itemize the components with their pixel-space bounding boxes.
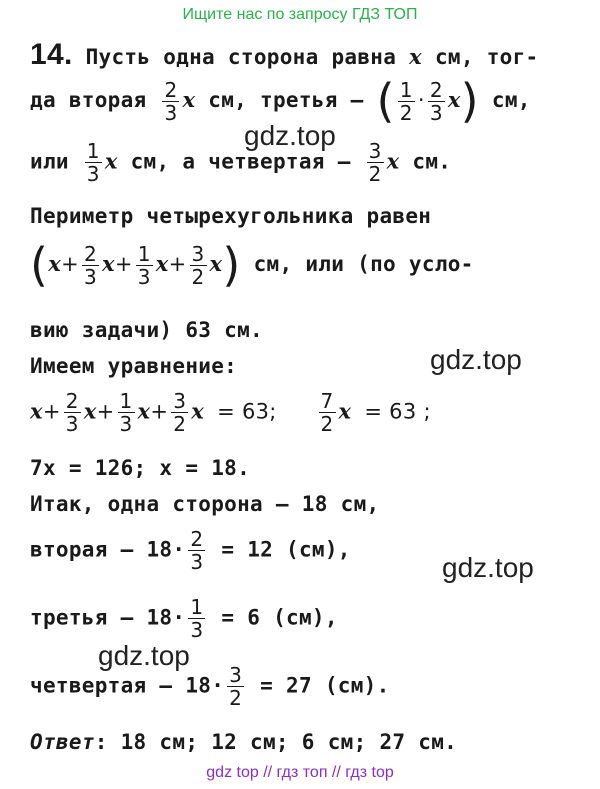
math-token: 2 <box>191 264 205 289</box>
math-token: + <box>150 399 169 424</box>
fraction <box>136 243 153 288</box>
math-token: x <box>48 251 62 276</box>
var-x: x <box>182 87 196 112</box>
bottom-banner: gdz top // гдз топ // гдз top <box>206 764 394 781</box>
line-6 <box>30 320 263 341</box>
paren-open: ( <box>30 238 49 292</box>
math-token: 3 <box>65 412 79 436</box>
text: см, а четвертая — <box>130 149 351 174</box>
line-3 <box>30 140 451 185</box>
fraction <box>64 390 81 435</box>
math-token: 2 <box>399 100 413 125</box>
fraction <box>82 243 99 288</box>
math-token: x <box>191 398 205 424</box>
text: см, <box>491 88 531 112</box>
math-token: x <box>338 398 352 424</box>
watermark: gdz.top <box>244 120 336 151</box>
answer-text: : 18 см; 12 см; 6 см; 27 см. <box>94 730 458 754</box>
var-x: x <box>447 87 461 112</box>
problem-number: 14. <box>30 38 73 71</box>
top-banner: Ищите нас по запросу ГДЗ ТОП <box>182 6 418 23</box>
math-token: + <box>61 252 79 276</box>
line-5 <box>30 238 474 292</box>
line-7 <box>30 356 237 377</box>
equation-line <box>30 390 431 435</box>
math-token: 3 <box>137 264 151 289</box>
line-2 <box>30 74 531 128</box>
math-token: 3 <box>190 550 204 574</box>
math-token: x <box>102 251 115 276</box>
text: вторая — 18· <box>30 537 186 562</box>
math-token: 1 <box>190 595 204 619</box>
text: Имеем уравнение: <box>30 354 238 378</box>
math-token: 2 <box>429 77 443 102</box>
fraction <box>118 390 135 435</box>
math-token: 3 <box>173 389 187 413</box>
var-x: x <box>104 148 118 174</box>
math-token: x <box>30 398 43 424</box>
math-token: 3 <box>83 264 98 289</box>
text: = 27 (см). <box>260 673 390 698</box>
math-token: x <box>137 398 151 424</box>
fraction <box>190 243 207 288</box>
math-token: 2 <box>320 412 334 436</box>
paren-open: ( <box>376 74 395 128</box>
line-12 <box>30 596 338 641</box>
line-13 <box>30 664 390 709</box>
fraction <box>85 140 102 185</box>
math-token: x <box>83 398 97 424</box>
text: или <box>30 149 69 174</box>
math-token: 3 <box>86 162 100 186</box>
fraction <box>398 79 415 124</box>
text: = 12 (см), <box>221 537 351 562</box>
line-10 <box>30 494 379 515</box>
math-token: 3 <box>164 100 178 125</box>
text: Периметр четырехугольника равен <box>30 204 432 228</box>
math-token: 2 <box>368 162 382 186</box>
math-token: + <box>114 252 133 276</box>
text: вию задачи) 63 см. <box>30 318 263 342</box>
math-token: 3 <box>229 663 243 687</box>
math-token: + <box>42 399 61 424</box>
math-token: + <box>168 252 187 276</box>
var-x: x <box>409 44 422 69</box>
text: Итак, одна сторона — 18 см, <box>30 492 380 516</box>
math-token: 2 <box>173 412 187 436</box>
math-token: x <box>209 251 223 276</box>
var-x: x <box>386 148 400 174</box>
fraction <box>319 390 336 435</box>
fraction <box>367 140 384 185</box>
math-token: 1 <box>399 77 413 102</box>
text: третья — 18· <box>30 605 186 630</box>
line-11 <box>30 528 351 573</box>
math-token: 2 <box>164 77 178 102</box>
paren-close: ) <box>460 74 479 128</box>
math-token: 2 <box>65 389 79 413</box>
math-token: + <box>96 399 115 424</box>
line-4 <box>30 206 431 227</box>
answer-label: Ответ <box>30 730 95 754</box>
math-token: 1 <box>119 389 133 413</box>
answer-line <box>30 732 457 753</box>
math-token: 3 <box>191 241 205 266</box>
math-token: 2 <box>83 241 98 266</box>
math-token: 2 <box>190 527 204 551</box>
text: см, или (по усло- <box>253 252 474 276</box>
line-1 <box>30 40 538 70</box>
watermark: gdz.top <box>98 640 190 671</box>
math-token: 1 <box>137 241 151 266</box>
watermark: gdz.top <box>430 344 522 375</box>
text: см. <box>412 149 452 174</box>
text: 7x = 126; x = 18. <box>30 456 251 480</box>
text: = 63 ; <box>364 399 431 424</box>
math-token: 1 <box>86 139 100 163</box>
math-token: 3 <box>119 412 133 436</box>
text: = 6 (см), <box>221 605 338 630</box>
fraction <box>428 79 445 124</box>
text: четвертая — 18· <box>30 673 225 698</box>
fraction <box>227 664 244 709</box>
text: см, тог- <box>434 45 539 69</box>
text: см, третья — <box>208 88 364 112</box>
fraction <box>171 390 188 435</box>
math-token: x <box>155 251 169 276</box>
text: Пусть одна сторона равна <box>85 45 397 69</box>
watermark: gdz.top <box>442 552 534 583</box>
text: да вторая <box>30 88 147 112</box>
fraction <box>162 79 179 124</box>
paren-close: ) <box>222 238 241 292</box>
math-token: 3 <box>190 618 204 642</box>
math-token: 2 <box>229 686 243 710</box>
math-token: 3 <box>368 139 382 163</box>
line-9 <box>30 458 250 479</box>
math-token: 7 <box>320 389 334 413</box>
math-token: · <box>417 88 425 112</box>
text: = 63; <box>217 399 277 424</box>
fraction <box>188 528 205 573</box>
fraction <box>188 596 205 641</box>
math-token: 3 <box>429 100 443 125</box>
